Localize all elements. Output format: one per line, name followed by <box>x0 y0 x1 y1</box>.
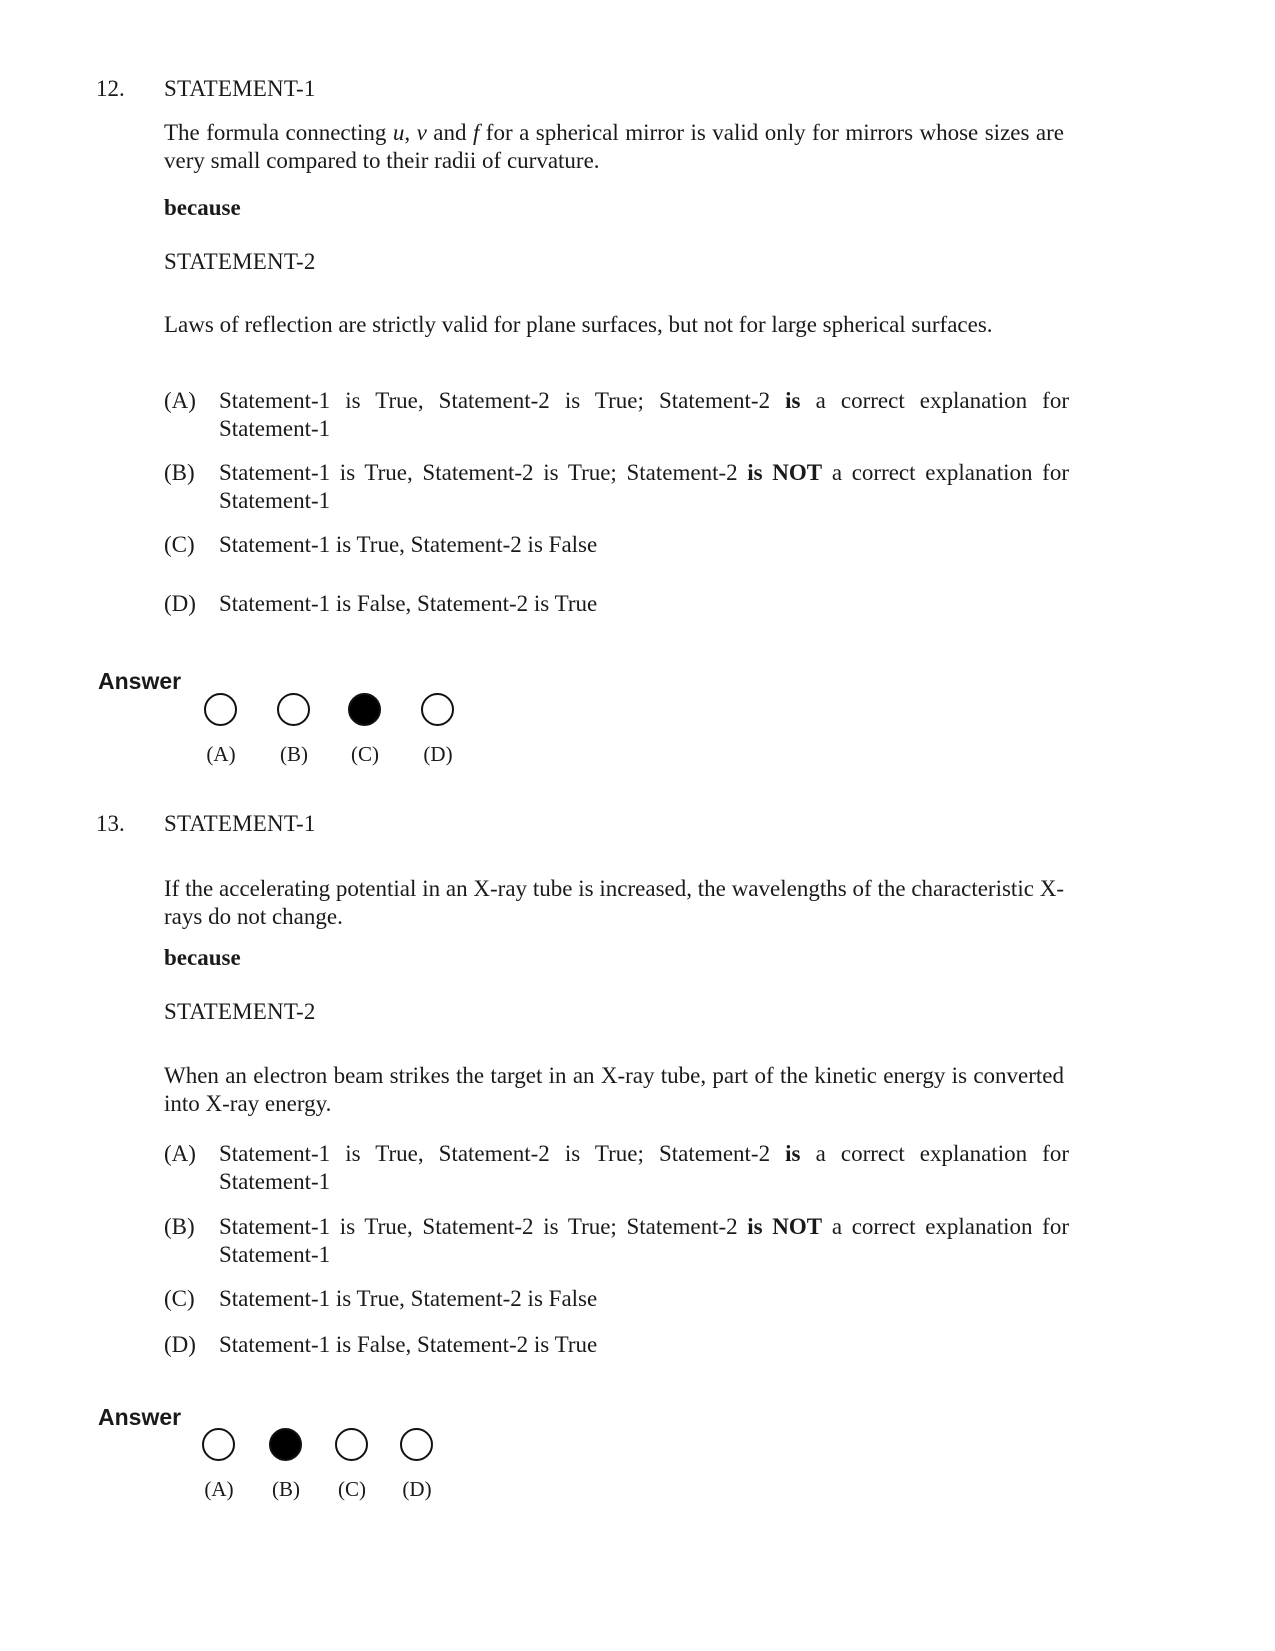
statement-2-heading: STATEMENT-2 <box>164 999 316 1024</box>
option-label: (B) <box>164 1214 195 1239</box>
statement-1-text: If the accelerating potential in an X-ray tube is increased, the wavelengths of the characteristic X-rays do not change. <box>164 876 1064 929</box>
question-number: 13. <box>96 811 125 836</box>
statement-1-heading: STATEMENT-1 <box>164 811 316 836</box>
answer-bubble-c[interactable] <box>348 693 381 726</box>
answer-choice-label: (C) <box>338 1477 366 1501</box>
option-label: (C) <box>164 1286 195 1311</box>
question-number: 12. <box>96 76 125 101</box>
answer-label: Answer <box>98 668 182 694</box>
answer-label: Answer <box>98 1404 182 1430</box>
option-b <box>164 1213 1069 1269</box>
answer-bubble-c[interactable] <box>335 1428 368 1461</box>
answer-choice-label: (A) <box>206 742 236 766</box>
answer-choice-label: (D) <box>402 1477 432 1501</box>
option-label: (A) <box>164 388 196 413</box>
option-label: (B) <box>164 460 195 485</box>
answer-bubble-a[interactable] <box>202 1428 235 1461</box>
option-text: Statement-1 is True, Statement-2 is False <box>219 532 598 557</box>
answer-bubble-d[interactable] <box>400 1428 433 1461</box>
statement-1-heading: STATEMENT-1 <box>164 76 316 101</box>
answer-choice-label: (D) <box>423 742 453 766</box>
answer-bubble-d[interactable] <box>421 693 454 726</box>
option-text: Statement-1 is True, Statement-2 is True; Statement-2 is a correct explanation for Statement-1 <box>219 1141 1069 1194</box>
option-text: Statement-1 is False, Statement-2 is True <box>219 591 598 616</box>
option-label: (D) <box>164 591 196 616</box>
statement-2-text: When an electron beam strikes the target in an X-ray tube, part of the kinetic energy is converted into X-ray energy. <box>164 1063 1064 1116</box>
statement-1-text: The formula connecting u, v and f for a spherical mirror is valid only for mirrors whose sizes are very small compared to their radii of curvature. <box>164 120 1064 173</box>
option-label: (D) <box>164 1332 196 1357</box>
option-a <box>164 1140 1069 1196</box>
answer-bubble-a[interactable] <box>204 693 237 726</box>
answer-choice-label: (A) <box>204 1477 234 1501</box>
answer-choice-label: (B) <box>280 742 308 766</box>
option-a <box>164 387 1069 443</box>
option-text: Statement-1 is True, Statement-2 is True; Statement-2 is NOT a correct explanation for Statement-1 <box>219 460 1069 513</box>
option-label: (C) <box>164 532 195 557</box>
option-text: Statement-1 is False, Statement-2 is True <box>219 1332 598 1357</box>
option-d <box>164 590 1069 618</box>
statement-2-heading: STATEMENT-2 <box>164 249 316 274</box>
because-label: because <box>164 945 241 970</box>
option-c <box>164 1285 1069 1313</box>
option-text: Statement-1 is True, Statement-2 is False <box>219 1286 598 1311</box>
answer-choice-label: (C) <box>351 742 379 766</box>
option-c <box>164 531 1069 559</box>
answer-bubble-b[interactable] <box>277 693 310 726</box>
answer-bubble-b[interactable] <box>269 1428 302 1461</box>
option-d <box>164 1331 1069 1359</box>
option-text: Statement-1 is True, Statement-2 is True; Statement-2 is NOT a correct explanation for Statement-1 <box>219 1214 1069 1267</box>
statement-2-text: Laws of reflection are strictly valid for plane surfaces, but not for large spherical surfaces. <box>164 312 993 337</box>
because-label: because <box>164 195 241 220</box>
option-b <box>164 459 1069 515</box>
option-text: Statement-1 is True, Statement-2 is True; Statement-2 is a correct explanation for Statement-1 <box>219 388 1069 441</box>
option-label: (A) <box>164 1141 196 1166</box>
answer-choice-label: (B) <box>272 1477 300 1501</box>
